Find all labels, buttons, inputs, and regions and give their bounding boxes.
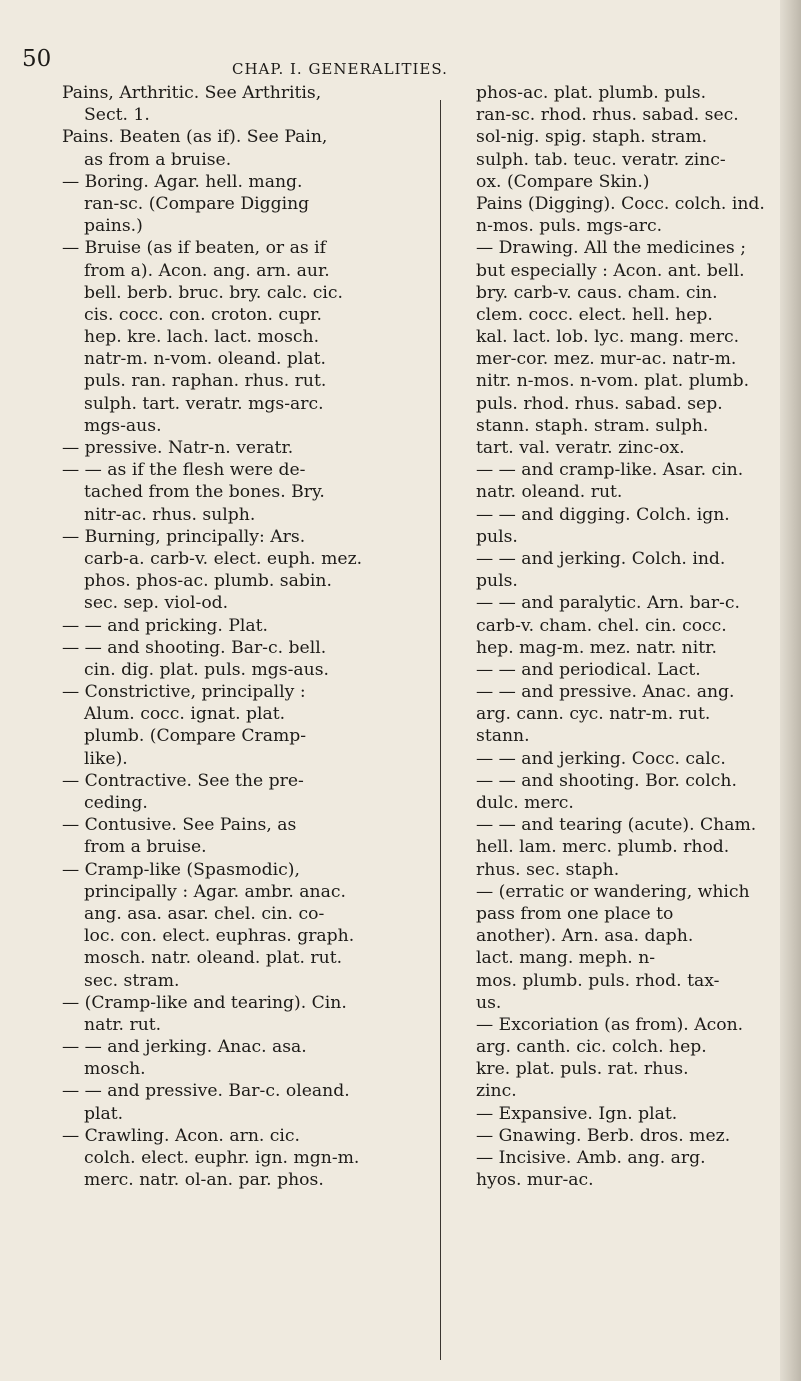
text-line: — Constrictive, principally :	[62, 682, 306, 703]
text-line: Pains (Digging). Cocc. colch. ind.	[476, 193, 765, 214]
text-line: ran-sc. (Compare Digging	[84, 193, 310, 214]
text-line: natr-m. n-vom. oleand. plat.	[84, 349, 327, 370]
text-line: stann. staph. stram. sulph.	[476, 415, 709, 436]
text-line: — Bruise (as if beaten, or as if	[62, 238, 326, 259]
right-column	[476, 82, 776, 1191]
text-line: — Gnawing. Berb. dros. mez.	[476, 1125, 731, 1146]
text-line: carb-v. cham. chel. cin. cocc.	[476, 615, 727, 636]
text-line: Pains. Beaten (as if). See Pain,	[62, 127, 328, 148]
text-line: from a). Acon. ang. arn. aur.	[84, 260, 330, 281]
text-line: mosch.	[84, 1059, 146, 1080]
text-line: — Burning, principally: Ars.	[62, 526, 306, 547]
text-line: arg. cann. cyc. natr-m. rut.	[476, 704, 711, 725]
text-line: — (erratic or wandering, which	[476, 881, 750, 902]
left-column	[62, 82, 424, 1191]
text-line: nitr. n-mos. n-vom. plat. plumb.	[476, 371, 750, 392]
text-line: another). Arn. asa. daph.	[476, 926, 694, 947]
text-line: dulc. merc.	[476, 793, 574, 813]
text-line: hyos. mur-ac.	[476, 1170, 594, 1191]
text-line: plat.	[84, 1103, 124, 1124]
text-line: — — and pricking. Plat.	[62, 615, 269, 636]
text-line: — — and jerking. Cocc. calc.	[476, 748, 726, 769]
text-line: hell. lam. merc. plumb. rhod.	[476, 837, 730, 858]
text-line: mos. plumb. puls. rhod. tax-	[476, 970, 720, 991]
text-line: us.	[476, 992, 502, 1013]
text-line: — — and tearing (acute). Cham.	[476, 815, 757, 836]
text-line: sec. stram.	[84, 970, 180, 991]
text-line: loc. con. elect. euphras. graph.	[84, 926, 355, 947]
text-line: merc. natr. ol-an. par. phos.	[84, 1170, 324, 1191]
text-line: bell. berb. bruc. bry. calc. cic.	[84, 282, 343, 303]
text-line: from a bruise.	[84, 837, 207, 858]
text-line: puls. rhod. rhus. sabad. sep.	[476, 393, 723, 414]
text-line: like).	[84, 748, 128, 769]
text-line: — — and pressive. Bar-c. oleand.	[62, 1081, 350, 1102]
text-line: — — and cramp-like. Asar. cin.	[476, 460, 744, 481]
text-line: ran-sc. rhod. rhus. sabad. sec.	[476, 105, 739, 126]
text-line: lact. mang. meph. n-	[476, 948, 656, 969]
text-line: — (Cramp-like and tearing). Cin.	[62, 992, 347, 1013]
text-line: — — and jerking. Colch. ind.	[476, 548, 726, 569]
text-line: — Expansive. Ign. plat.	[476, 1103, 678, 1124]
text-line: principally : Agar. ambr. anac.	[84, 881, 346, 902]
text-line: zinc.	[476, 1081, 517, 1102]
text-line: sol-nig. spig. staph. stram.	[476, 127, 708, 148]
text-line: — Contractive. See the pre-	[62, 770, 304, 791]
text-line: carb-a. carb-v. elect. euph. mez.	[84, 548, 363, 569]
text-line: — Crawling. Acon. arn. cic.	[62, 1125, 301, 1146]
text-line: cis. cocc. con. croton. cupr.	[84, 304, 322, 325]
text-line: Sect. 1.	[84, 105, 150, 126]
text-line: sulph. tab. teuc. veratr. zinc-	[476, 149, 726, 170]
text-line: pains.)	[84, 216, 143, 237]
text-line: tached from the bones. Bry.	[84, 482, 325, 503]
text-line: ox. (Compare Skin.)	[476, 171, 650, 192]
text-line: ceding.	[84, 793, 148, 813]
text-line: — — and periodical. Lact.	[476, 659, 701, 680]
page-number: 50	[22, 46, 52, 72]
text-line: puls.	[476, 571, 518, 592]
column-divider	[440, 100, 441, 1360]
text-line: mosch. natr. oleand. plat. rut.	[84, 948, 343, 969]
text-line: — — and pressive. Anac. ang.	[476, 682, 735, 703]
text-line: — — and shooting. Bor. colch.	[476, 770, 737, 791]
text-line: mer-cor. mez. mur-ac. natr-m.	[476, 349, 737, 370]
text-line: mgs-aus.	[84, 415, 162, 436]
text-line: — Boring. Agar. hell. mang.	[62, 171, 303, 192]
text-line: as from a bruise.	[84, 149, 232, 170]
text-line: phos. phos-ac. plumb. sabin.	[84, 571, 332, 592]
text-line: but especially : Acon. ant. bell.	[476, 260, 745, 281]
text-line: stann.	[476, 726, 530, 747]
text-line: — — and jerking. Anac. asa.	[62, 1037, 307, 1058]
text-line: — — and shooting. Bar-c. bell.	[62, 637, 327, 658]
text-line: natr. rut.	[84, 1014, 162, 1035]
text-line: phos-ac. plat. plumb. puls.	[476, 83, 707, 103]
text-line: — — as if the flesh were de-	[62, 460, 306, 481]
text-line: Pains, Arthritic. See Arthritis,	[62, 83, 322, 103]
text-line: sulph. tart. veratr. mgs-arc.	[84, 393, 324, 414]
text-line: hep. mag-m. mez. natr. nitr.	[476, 637, 717, 658]
text-line: — — and paralytic. Arn. bar-c.	[476, 593, 740, 614]
text-line: — pressive. Natr-n. veratr.	[62, 438, 294, 458]
page-edge	[780, 0, 801, 1381]
text-line: kal. lact. lob. lyc. mang. merc.	[476, 327, 740, 348]
text-line: — Drawing. All the medicines ;	[476, 238, 746, 259]
text-line: sec. sep. viol-od.	[84, 593, 229, 614]
text-line: bry. carb-v. caus. cham. cin.	[476, 282, 718, 303]
text-line: pass from one place to	[476, 903, 674, 924]
text-line: plumb. (Compare Cramp-	[84, 726, 307, 747]
text-line: ang. asa. asar. chel. cin. co-	[84, 903, 325, 924]
text-line: puls.	[476, 526, 518, 547]
text-line: — — and digging. Colch. ign.	[476, 504, 730, 525]
text-line: rhus. sec. staph.	[476, 859, 620, 880]
running-head: CHAP. I. GENERALITIES.	[232, 60, 448, 78]
text-line: clem. cocc. elect. hell. hep.	[476, 304, 713, 325]
text-line: nitr-ac. rhus. sulph.	[84, 504, 256, 525]
text-line: cin. dig. plat. puls. mgs-aus.	[84, 659, 329, 680]
text-line: arg. canth. cic. colch. hep.	[476, 1037, 707, 1058]
text-line: — Contusive. See Pains, as	[62, 815, 297, 836]
text-line: — Excoriation (as from). Acon.	[476, 1014, 744, 1035]
text-line: hep. kre. lach. lact. mosch.	[84, 327, 320, 348]
text-line: colch. elect. euphr. ign. mgn-m.	[84, 1148, 360, 1168]
text-line: — Cramp-like (Spasmodic),	[62, 859, 300, 880]
text-line: Alum. cocc. ignat. plat.	[84, 704, 286, 725]
text-line: puls. ran. raphan. rhus. rut.	[84, 371, 327, 392]
text-line: tart. val. veratr. zinc-ox.	[476, 438, 685, 458]
text-line: — Incisive. Amb. ang. arg.	[476, 1148, 706, 1168]
text-line: natr. oleand. rut.	[476, 482, 623, 503]
text-line: n-mos. puls. mgs-arc.	[476, 216, 663, 237]
text-line: kre. plat. puls. rat. rhus.	[476, 1059, 689, 1080]
